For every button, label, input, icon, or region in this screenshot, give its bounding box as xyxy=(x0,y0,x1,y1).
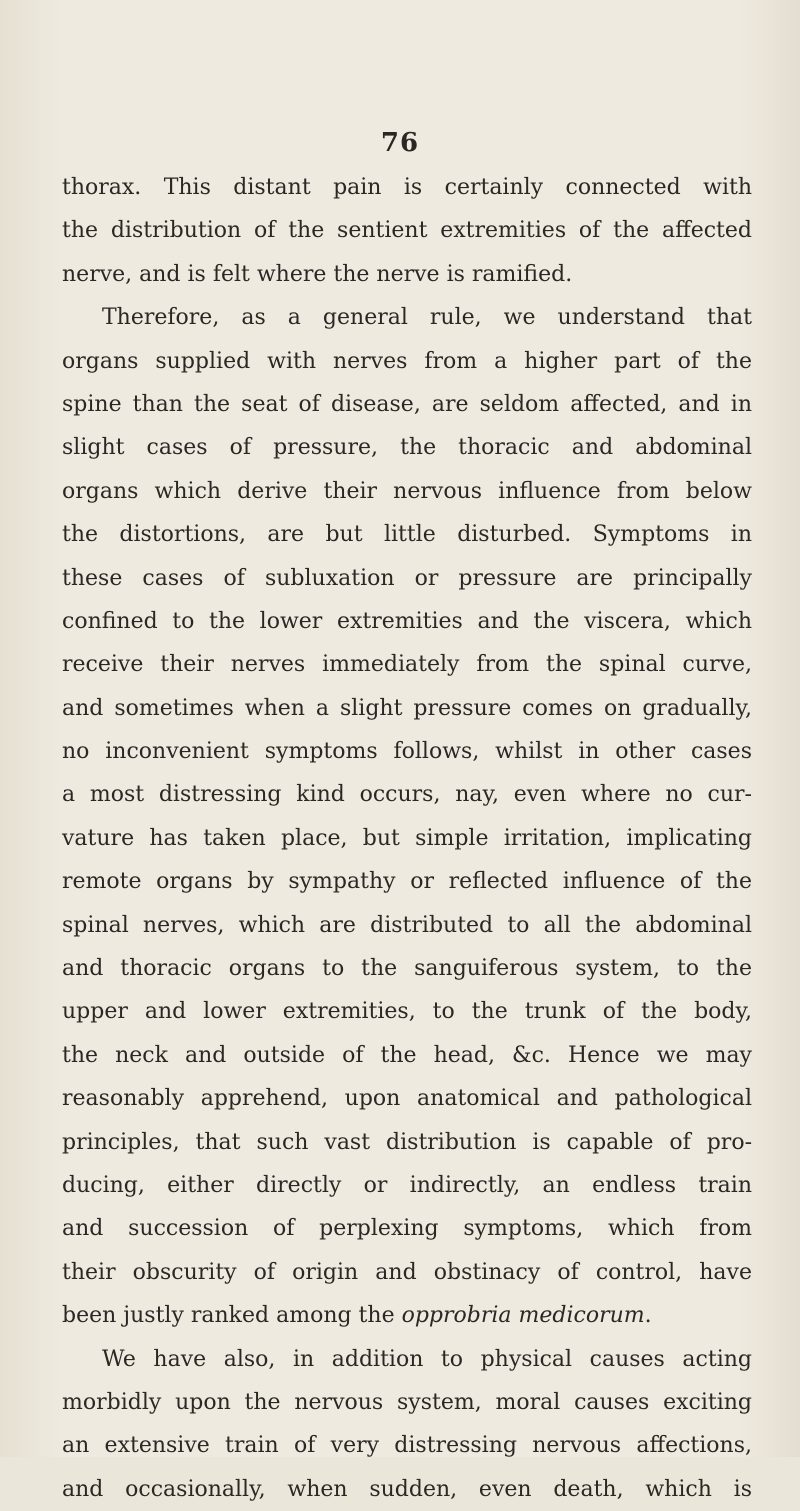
line-text: been justly ranked among the xyxy=(62,1303,395,1329)
text-line: confined to the lower extremities and the viscera, which xyxy=(62,608,752,634)
text-line: organs supplied with nerves from a higher part of the xyxy=(62,348,752,374)
text-line: their obscurity of origin and obstinacy of control, have xyxy=(62,1259,752,1285)
text-line: upper and lower extremities, to the trunk of the body, xyxy=(62,999,752,1025)
page-number: 76 xyxy=(380,128,420,158)
text-line: vature has taken place, but simple irritation, implicating xyxy=(62,825,752,851)
text-line: a most distressing kind occurs, nay, even where no cur- xyxy=(62,782,752,808)
text-line: spine than the seat of disease, are seldom affected, and in xyxy=(62,391,752,417)
text-line: the neck and outside of the head, &c. Hence we may xyxy=(62,1042,752,1068)
text-line: nerve, and is felt where the nerve is ramified. xyxy=(62,261,573,287)
text-line: remote organs by sympathy or reflected influence of the xyxy=(62,869,752,895)
text-line: thorax. This distant pain is certainly connected with xyxy=(62,175,752,200)
text-line: organs which derive their nervous influence from below xyxy=(62,478,752,504)
text-line: reasonably apprehend, upon anatomical and pathological xyxy=(62,1086,752,1112)
text-line: slight cases of pressure, the thoracic and abdominal xyxy=(62,435,752,461)
text-line: an extensive train of very distressing nervous affections, xyxy=(62,1433,752,1459)
text-line-with-italic xyxy=(62,1294,752,1337)
italic-phrase: opprobria medicorum xyxy=(401,1303,645,1329)
body-text xyxy=(62,166,752,1511)
text-line: the distortions, are but little disturbed. Symptoms in xyxy=(62,522,752,548)
text-line: no inconvenient symptoms follows, whilst in other cases xyxy=(62,739,752,765)
text-line: spinal nerves, which are distributed to all the abdominal xyxy=(62,912,752,938)
line-end: . xyxy=(644,1303,652,1329)
text-line: these cases of subluxation or pressure are principally xyxy=(62,565,752,591)
text-line: ducing, either directly or indirectly, an endless train xyxy=(62,1172,752,1198)
text-line: and sometimes when a slight pressure comes on gradually, xyxy=(62,695,752,721)
text-line: morbidly upon the nervous system, moral causes exciting xyxy=(62,1389,752,1415)
text-line: and succession of perplexing symptoms, which from xyxy=(62,1216,752,1242)
text-line: receive their nerves immediately from the spinal curve, xyxy=(62,652,752,678)
text-line: and thoracic organs to the sanguiferous system, to the xyxy=(62,956,752,982)
text-line: the distribution of the sentient extremities of the affected xyxy=(62,218,752,244)
text-line: principles, that such vast distribution is capable of pro- xyxy=(62,1129,752,1155)
text-line: and occasionally, when sudden, even death, which is xyxy=(62,1476,752,1502)
paragraph-start-line: Therefore, as a general rule, we understand that xyxy=(102,305,752,331)
paragraph-start-line: We have also, in addition to physical causes acting xyxy=(102,1346,752,1372)
